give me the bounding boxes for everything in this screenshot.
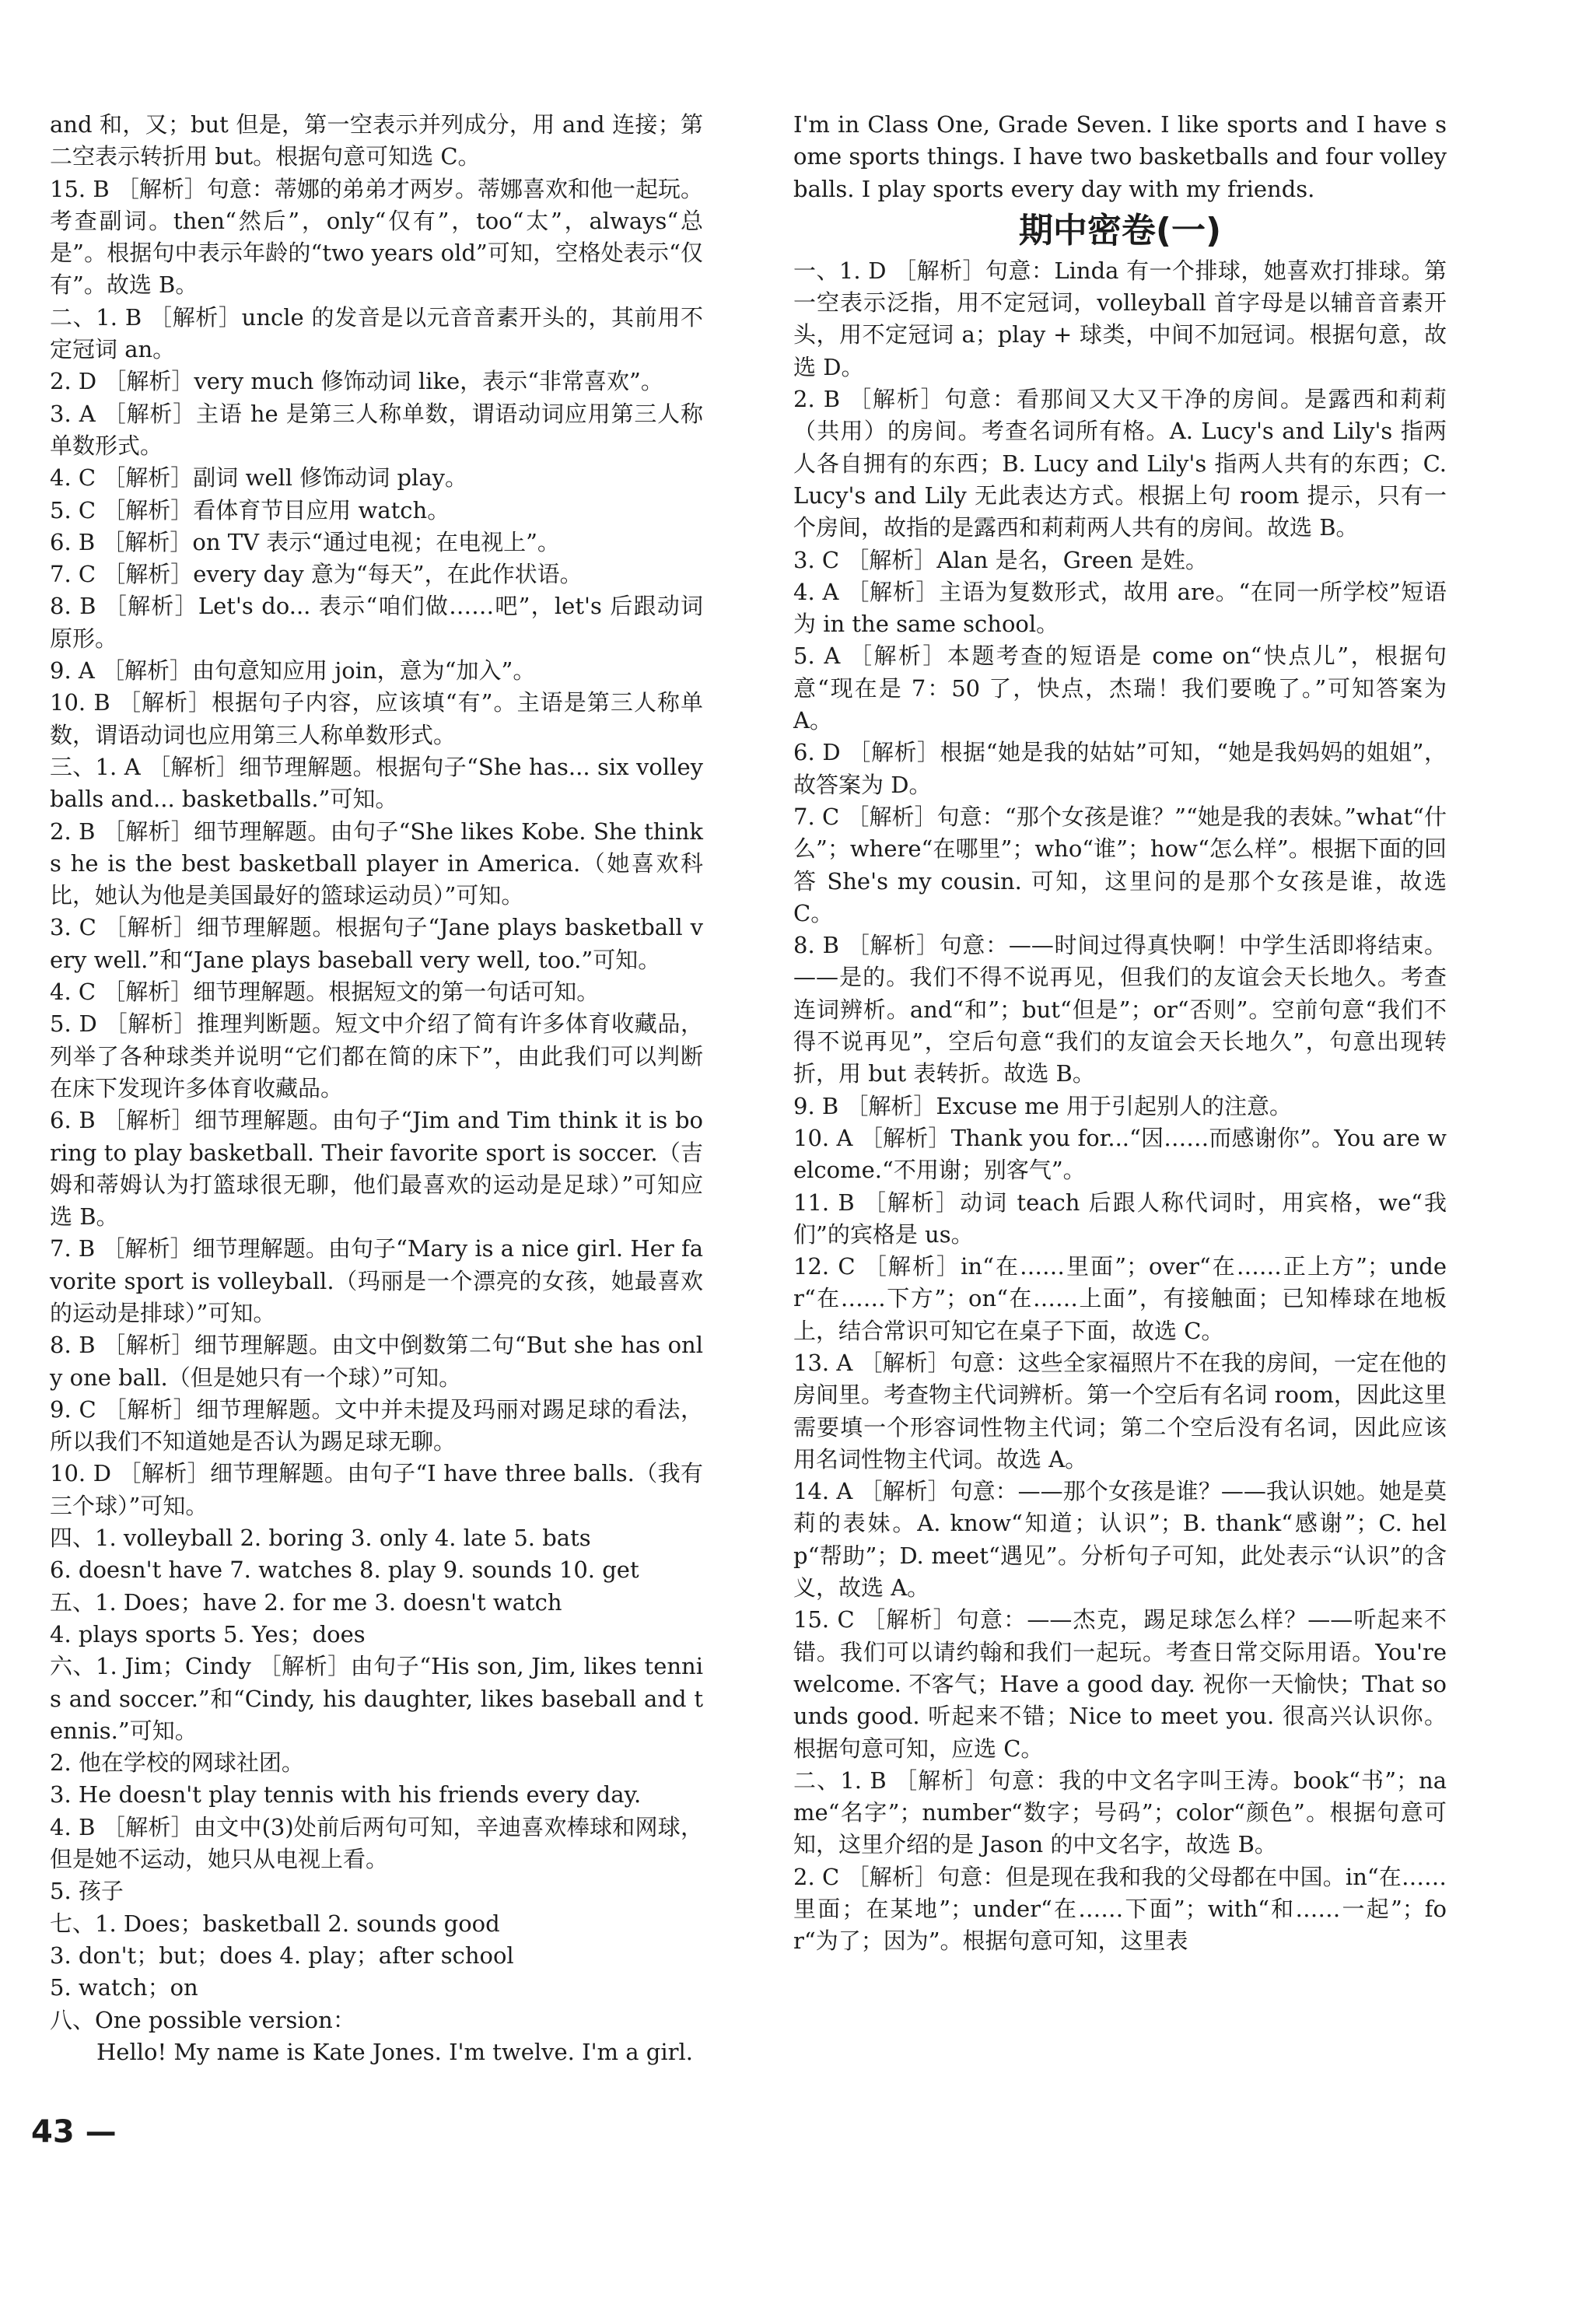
paragraph: 2. 他在学校的网球社团。 xyxy=(50,1749,304,1777)
paragraph: 10. A ［解析］Thank you for...“因……而感谢你”。You are welcome.“不用谢；别客气”。 xyxy=(793,1124,1447,1184)
paragraph: 二、1. B ［解析］uncle 的发音是以元音音素开头的，其前用不定冠词 an。 xyxy=(50,303,703,363)
paragraph: 4. A ［解析］主语为复数形式，故用 are。“在同一所学校”短语为 in the same school。 xyxy=(793,578,1447,638)
paragraph: 4. C ［解析］副词 well 修饰动词 play。 xyxy=(50,464,467,492)
paragraph: 5. A ［解析］本题考查的短语是 come on“快点儿”，根据句意“现在是 7：50 了，快点，杰瑞！我们要晚了。”可知答案为 A。 xyxy=(793,643,1447,734)
paragraph: 13. A ［解析］句意：这些全家福照片不在我的房间，一定在他的房间里。考查物主代词辨析。第一个空后有名词 room，因此这里需要填一个形容词性物主代词；第二个空后没有名词，因此应该用名词性物主代词。故选 A。 xyxy=(793,1349,1447,1472)
paragraph: 八、One possible version： xyxy=(50,2006,355,2033)
paragraph: 3. A ［解析］主语 he 是第三人称单数，谓语动词应用第三人称单数形式。 xyxy=(50,400,703,459)
paragraph: 9. C ［解析］细节理解题。文中并未提及玛丽对踢足球的看法，所以我们不知道她是否认为踢足球无聊。 xyxy=(50,1395,703,1455)
paragraph: 2. B ［解析］句意：看那间又大又干净的房间。是露西和莉莉（共用）的房间。考查名词所有格。A. Lucy's and Lily's 指两人各自拥有的东西；B. Lucy and Lily's 指两人共有的东西；C. Lucy's and Lily 无此表达方式。根据上句 room 提示，只有一个房间，故指的是露西和莉莉两人共有的房间。故选 B。 xyxy=(793,386,1447,541)
paragraph: 11. B ［解析］动词 teach 后跟人称代词时，用宾格，we“我们”的宾格是 us。 xyxy=(793,1189,1447,1248)
paragraph: 8. B ［解析］句意：——时间过得真快啊！中学生活即将结束。——是的。我们不得不说再见，但我们的友谊会天长地久。考查连词辨析。and“和”；but“但是”；or“否则”。空前句意“我们不得不说再见”，空后句意“我们的友谊会天长地久”，句意出现转折，用 but 表转折。故选 B。 xyxy=(793,932,1447,1087)
paragraph: and 和，又；but 但是，第一空表示并列成分，用 and 连接；第二空表示转折用 but。根据句意可知选 C。 xyxy=(50,111,703,170)
right-column xyxy=(793,109,1447,1958)
paragraph: 2. D ［解析］very much 修饰动词 like，表示“非常喜欢”。 xyxy=(50,368,663,395)
page-number: 43 — xyxy=(31,2114,117,2150)
paragraph: 6. doesn't have 7. watches 8. play 9. sounds 10. get xyxy=(50,1556,639,1584)
paragraph: 5. watch；on xyxy=(50,1974,198,2001)
paragraph: 12. C ［解析］in“在……里面”；over“在……正上方”；under“在……下方”；on“在……上面”，有接触面；已知棒球在地板上，结合常识可知它在桌子下面，故选 C。 xyxy=(793,1253,1447,1344)
paragraph: 6. B ［解析］on TV 表示“通过电视；在电视上”。 xyxy=(50,528,560,555)
paragraph: 10. B ［解析］根据句子内容，应该填“有”。主语是第三人称单数，谓语动词也应用第三人称单数形式。 xyxy=(50,689,703,748)
paragraph: 10. D ［解析］细节理解题。由句子“I have three balls.（我有三个球）”可知。 xyxy=(50,1460,703,1519)
paragraph: 3. C ［解析］Alan 是名，Green 是姓。 xyxy=(793,546,1208,573)
paragraph: 五、1. Does；have 2. for me 3. doesn't watch xyxy=(50,1588,562,1616)
section-title: 期中密卷(一) xyxy=(1018,210,1222,250)
paragraph: 4. plays sports 5. Yes；does xyxy=(50,1620,366,1647)
paragraph: 3. C ［解析］细节理解题。根据句子“Jane plays basketball very well.”和“Jane plays baseball very well, too.”可知。 xyxy=(50,914,703,973)
paragraph: 15. C ［解析］句意：——杰克，踢足球怎么样？——听起来不错。我们可以请约翰和我们一起玩。考查日常交际用语。You're welcome. 不客气；Have a good day. 祝你一天愉快；That sounds good. 听起来不错；Nice to meet you. 很高兴认识你。根据句意可知，应选 C。 xyxy=(793,1606,1447,1762)
paragraph: 14. A ［解析］句意：——那个女孩是谁？——我认识她。她是莫莉的表妹。A. know“知道；认识”；B. thank“感谢”；C. help“帮助”；D. meet“遇见”。分析句子可知，此处表示“认识”的含义，故选 A。 xyxy=(793,1478,1447,1602)
paragraph: 4. B ［解析］由文中(3)处前后两句可知，辛迪喜欢棒球和网球，但是她不运动，她只从电视上看。 xyxy=(50,1813,703,1873)
paragraph: 6. B ［解析］细节理解题。由句子“Jim and Tim think it is boring to play basketball. Their favorite sport is soccer.（吉姆和蒂姆认为打篮球很无聊，他们最喜欢的运动是足球）”可知应选 B。 xyxy=(50,1107,703,1231)
paragraph: 3. don't；but；does 4. play；after school xyxy=(50,1942,514,1969)
essay-continuation: I'm in Class One, Grade Seven. I like sports and I have some sports things. I have two basketballs and four volleyballs. I play sports every day with my friends. xyxy=(793,111,1447,202)
paragraph: 9. B ［解析］Excuse me 用于引起别人的注意。 xyxy=(793,1092,1293,1119)
left-column xyxy=(50,109,703,2068)
paragraph: 15. B ［解析］句意：蒂娜的弟弟才两岁。蒂娜喜欢和他一起玩。考查副词。then“然后”，only“仅有”，too“太”，always“总是”。根据句中表示年龄的“two years old”可知，空格处表示“仅有”。故选 B。 xyxy=(50,175,703,299)
paragraph: 8. B ［解析］细节理解题。由文中倒数第二句“But she has only one ball.（但是她只有一个球）”可知。 xyxy=(50,1332,703,1391)
paragraph: 六、1. Jim；Cindy ［解析］由句子“His son, Jim, likes tennis and soccer.”和“Cindy, his daughter, likes baseball and tennis.”可知。 xyxy=(50,1653,703,1744)
paragraph: 2. C ［解析］句意：但是现在我和我的父母都在中国。in“在……里面；在某地”；under“在……下面”；with“和……一起”；for“为了；因为”。根据句意可知，这里表 xyxy=(793,1863,1447,1955)
paragraph: 2. B ［解析］细节理解题。由句子“She likes Kobe. She thinks he is the best basketball player in America.（她喜欢科比，她认为他是美国最好的篮球运动员）”可知。 xyxy=(50,818,703,909)
paragraph: 四、1. volleyball 2. boring 3. only 4. late 5. bats xyxy=(50,1525,591,1552)
paragraph: 3. He doesn't play tennis with his friends every day. xyxy=(50,1781,642,1809)
paragraph: 7. C ［解析］every day 意为“每天”，在此作状语。 xyxy=(50,561,583,588)
paragraph: 七、1. Does；basketball 2. sounds good xyxy=(50,1910,500,1937)
paragraph: 5. D ［解析］推理判断题。短文中介绍了简有许多体育收藏品，列举了各种球类并说明“它们都在简的床下”，由此我们可以判断在床下发现许多体育收藏品。 xyxy=(50,1010,703,1101)
paragraph: 8. B ［解析］Let's do... 表示“咱们做……吧”，let's 后跟动词原形。 xyxy=(50,593,703,652)
paragraph: 5. 孩子 xyxy=(50,1878,124,1905)
paragraph: 一、1. D ［解析］句意：Linda 有一个排球，她喜欢打排球。第一空表示泛指，用不定冠词，volleyball 首字母是以辅音音素开头，用不定冠词 a；play + 球类，中间不加冠词。根据句意，故选 D。 xyxy=(793,257,1447,380)
paragraph: 7. C ［解析］句意：“那个女孩是谁？”“她是我的表妹。”what“什么”；where“在哪里”；who“谁”；how“怎么样”。根据下面的回答 She's my cousin. 可知，这里问的是那个女孩是谁，故选 C。 xyxy=(793,803,1447,926)
paragraph: 7. B ［解析］细节理解题。由句子“Mary is a nice girl. Her favorite sport is volleyball.（玛丽是一个漂亮的女孩，她最喜欢的运动是排球）”可知。 xyxy=(50,1235,703,1326)
essay-first-line: Hello! My name is Kate Jones. I'm twelve. I'm a girl. xyxy=(96,2038,693,2065)
paragraph: 三、1. A ［解析］细节理解题。根据句子“She has... six volleyballs and... basketballs.”可知。 xyxy=(50,753,703,813)
paragraph: 4. C ［解析］细节理解题。根据短文的第一句话可知。 xyxy=(50,979,600,1006)
paragraph: 9. A ［解析］由句意知应用 join，意为“加入”。 xyxy=(50,657,536,685)
paragraph: 5. C ［解析］看体育节目应用 watch。 xyxy=(50,496,450,523)
paragraph: 二、1. B ［解析］句意：我的中文名字叫王涛。book“书”；name“名字”；number“数字；号码”；color“颜色”。根据句意可知，这里介绍的是 Jason 的中文名字，故选 B。 xyxy=(793,1767,1447,1858)
paragraph: 6. D ［解析］根据“她是我的姑姑”可知，“她是我妈妈的姐姐”，故答案为 D。 xyxy=(793,739,1447,798)
